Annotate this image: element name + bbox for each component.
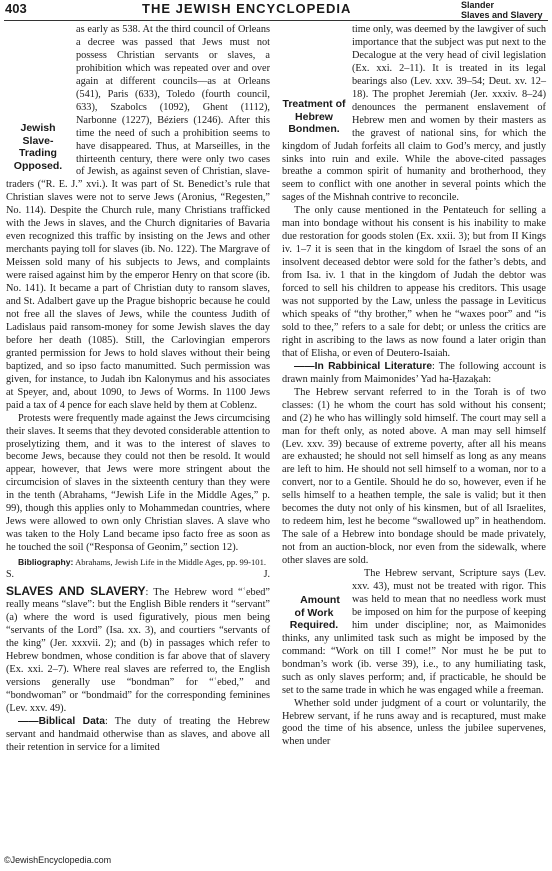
paragraph-decalogue: [282, 24, 546, 205]
paragraph-pentateuch-text: The only cause mentioned in the Pentateuch for selling a man into bondage without his consent is his inability to make due restoration for goods stolen (Ex. xxii. 3); but from II Kings iv. 1–7 it is seen that in the kingdom of Israel the sons of an insolvent deceased debtor were sold for the father’s debts, and from Isa. iv. 1 that in the kingdom of Judah the debtor was forced to sell his children to appease his creditors. This usage was not supported by the Law, unless the passage in Leviticus which speaks of “thy brother,” when he “waxes poor” and “is sold to thee,” refers to a sale for debt; or unless the critics are right in ascribing to the laws as now found a later origin than that of Elisha, or even of Deutero-Isaiah.: [282, 205, 546, 359]
page-number: 403: [5, 1, 27, 16]
author-signature: [6, 569, 270, 582]
signature-left: S.: [6, 568, 15, 580]
paragraph-recaptured-text: Whether sold under judgment of a court or voluntarily, the Hebrew servant, if he runs away and is recaptured, must make good the time of his absence, unless the jubilee supervenes, when under: [282, 697, 546, 748]
paragraph-hebrew-servant: [282, 387, 546, 568]
paragraph-rigor-text: The Hebrew servant, Scripture says (Lev. xxv. 43), must not be treated with rigor. This was held to mean that no needless work must be imposed on him for the purpose of keeping him under discipline; nor, as Maimonides thinks, any unlimited task such as might be imposed by the command: “Work on till I come!” Nor must he be put to bondman’s work (ib. verse 39), i.e., to any humiliating task, such as only slaves perform; and, if practicable, he should be set to the same trade in which he was engaged while a freeman.: [282, 568, 546, 696]
section-head-rabbinical: ——In Rabbinical Literature: [294, 360, 433, 372]
paragraph-rabbinical-text: : The following account is drawn mainly from Maimonides’ Yad ha-Ḥazaḳah:: [282, 360, 546, 385]
paragraph-biblical-data: [6, 716, 270, 755]
sidenote-amount-of-work: Amount of Work Required.: [289, 594, 340, 632]
paragraph-slaves-definition-text: : The Hebrew word “ʿebed” really means “slave”: but the English Bible renders it “servant” (a) where the word is used figuratively, pious men being “servants of the Lord” (Isa. xx. 3), and courtiers “servants of the king” (Jer. xxxvii. 2); and (b) in passages which refer to Hebrew bondmen, whose condition is far above that of slavery (Ex. xxi. 2–7). Where real slaves are referred to, the English versions generally use “bondman” for “ʿebed,” and “bondwoman” or “bondmaid” for the corresponding feminines (Lev. xxv. 49).: [6, 586, 270, 715]
paragraph-pentateuch: [282, 205, 546, 360]
header-rule: [4, 20, 548, 21]
paragraph-circumcision-text: Protests were frequently made against the Jews circumcising their slaves. It seems that they devoted considerable attention to proselytizing them, and it was to the interest of slaves to become Jews, because they could not then be resold. It would appear, however, that Jews were more stringent about the circumcision of slaves in the sixteenth century than they were in the tenth (Abrahams, “Jewish Life in the Middle Ages,” p. 99), though this applies only to Mohammedan countries, where Jews were allowed to own only Christian slaves. A slave who was taken to the Holy Land became ipso facto free as soon as he touched the soil (“Responsa of Geonim,” section 12).: [6, 412, 270, 554]
running-head-line2: Slaves and Slavery: [461, 10, 543, 20]
bibliography-text: Abrahams, Jewish Life in the Middle Ages, pp. 99-101.: [75, 557, 267, 568]
paragraph-biblical-data-text: : The duty of treating the Hebrew servant and handmaid otherwise than as slaves, and above all their retention in service for a limited: [6, 716, 270, 753]
paragraph-orleans-text: as early as 538. At the third council of Orleans a decree was passed that Jews must not possess Christian servants or slaves, a prohibition which was repeated over and over again at different councils—as at Orleans (541), Paris (633), Toledo (fourth council, 633), Szabolcs (1092), Ghent (1112), Narbonne (1227), Béziers (1246). After this time the need of such a prohibition seems to have disappeared. Thus, at Marseilles, in the thirteenth century, there were only two cases of Jewish, as against seven of Christian, slave-traders (“R. E. J.” xvi.). It was part of St. Benedict’s rule that Christian slaves were not to serve Jews (Aronius, “Regesten,” No. 114). Despite the Church rule, many Christians trafficked with the Jews in slaves, and the Church dignitaries of Bavaria even recognized this traffic by insisting on the Jews and other merchants paying toll for slaves (ib. No. 122). The Margrave of Meissen sold many of his subjects to Jews, and complaints were raised against him by the emperor Henry on that score (ib. No. 141). It became a part of Christian duty to ransom slaves, and St. Adalbert gave up the Prague bishopric because he could not free all the slaves of Jews, while the countess Judith of Ladislaus paid ransom-money for some Jewish slaves the day before her death (1085). Still, the Carlovingian emperors granted permission for Jews to hold slaves without their being baptized, and so ipso facto manumitted. Such permission was given, for instance, to Judah ibn Kalonymus and his associates at Speyer, and, about 1090, to Jews of Worms. In 1100 Jews paid a tax of 4 pence for each slave held by them at Coblenz.: [6, 24, 270, 411]
running-head-line1: Slander: [461, 0, 495, 10]
article-title: SLAVES AND SLAVERY: [6, 583, 146, 598]
running-head: [461, 0, 546, 20]
page-header: [0, 0, 552, 20]
bibliography-label: Bibliography:: [18, 557, 74, 568]
paragraph-decalogue-text: time only, was deemed by the lawgiver of such importance that the subject was put next to the Decalogue at the very head of civil legislation (Ex. xxi. 2–11). It is treated in its legal bearings also (Lev. xxv. 39–54; Deut. xv. 12–18). The prophet Jeremiah (Jer. xxxiv. 8–24) denounces the permanent enslavement of Hebrew men and women by their masters as the gravest of national sins, for which the kingdom of Judah forfeits all claim to God’s mercy, and justly sinks into ruin and exile. While the above-cited passages breathe a common spirit of humanity and brotherhood, they seem to conflict with one another in several points which the sages of the Mishnah contrive to reconcile.: [282, 24, 546, 204]
section-head-biblical-data: ——Biblical Data: [18, 716, 105, 728]
paragraph-orleans: [6, 24, 270, 413]
journal-title: THE JEWISH ENCYCLOPEDIA: [142, 1, 352, 16]
paragraph-recaptured: [282, 698, 546, 750]
sidenote-treatment-bondmen: Treatment of Hebrew Bondmen.: [282, 98, 346, 135]
paragraph-slaves-definition: [6, 585, 270, 717]
left-column: [6, 24, 270, 755]
paragraph-rigor: [282, 568, 546, 698]
signature-right: J.: [263, 568, 270, 580]
copyright-footer: ©JewishEncyclopedia.com: [4, 855, 112, 865]
paragraph-circumcision: [6, 413, 270, 555]
paragraph-hebrew-servant-text: The Hebrew servant referred to in the Torah is of two classes: (1) he whom the court has sold without his consent; and (2) he who has willingly sold himself. The court may sell a man for theft only, as noted above. A man may sell himself (Lev. xxv. 39) because of extreme poverty, after all his means are exhausted; he should not sell himself as long as any means are left to him. He should not sell himself to a woman, nor to a convert, nor to a Gentile. Should he do so, however, even if he sells himself to a heathen temple, the sale is valid; but it then becomes the duty not only of his kinsmen, but of all Israelites, to redeem him, lest he become “swallowed up” in heathendom. The sale of a Hebrew into bondage should be made privately, not from an auction-block, nor even from the sidewalk, where other slaves are sold.: [282, 386, 546, 567]
sidenote-jewish-slave-trading: Jewish Slave-Trading Opposed.: [13, 122, 63, 172]
right-column: [282, 24, 546, 749]
bibliography: [6, 557, 270, 568]
paragraph-rabbinical: [282, 361, 546, 387]
